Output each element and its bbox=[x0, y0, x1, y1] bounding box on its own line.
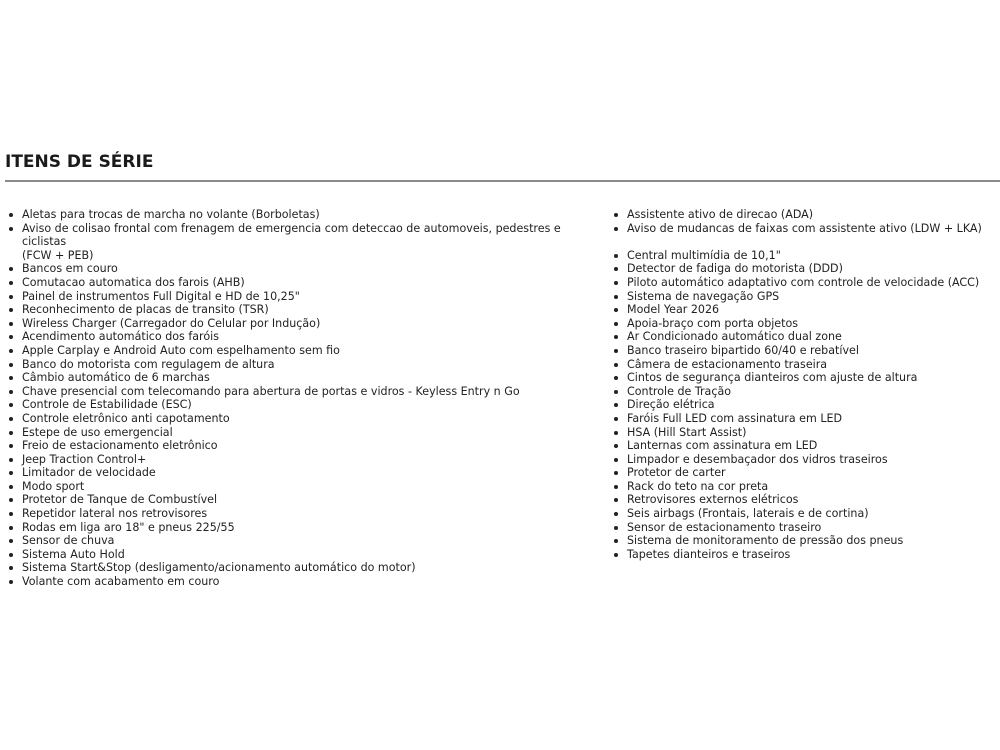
list-item: Chave presencial com telecomando para abertura de portas e vidros - Keyless Entry n Go bbox=[22, 385, 607, 399]
list-item: Sistema de monitoramento de pressão dos pneus bbox=[627, 534, 997, 548]
list-item: Volante com acabamento em couro bbox=[22, 575, 607, 589]
list-item: Controle de Tração bbox=[627, 385, 997, 399]
features-list-left bbox=[22, 208, 607, 589]
list-item: Câmbio automático de 6 marchas bbox=[22, 371, 607, 385]
list-item: Protetor de carter bbox=[627, 466, 997, 480]
list-item: Banco do motorista com regulagem de altura bbox=[22, 358, 607, 372]
list-item: Aletas para trocas de marcha no volante (Borboletas) bbox=[22, 208, 607, 222]
list-item: Faróis Full LED com assinatura em LED bbox=[627, 412, 997, 426]
list-item: Assistente ativo de direcao (ADA) bbox=[627, 208, 997, 222]
list-item: Central multimídia de 10,1" bbox=[627, 249, 997, 263]
list-item: Controle de Estabilidade (ESC) bbox=[22, 398, 607, 412]
list-item: Jeep Traction Control+ bbox=[22, 453, 607, 467]
list-item: Retrovisores externos elétricos bbox=[627, 493, 997, 507]
list-item: Comutacao automatica dos farois (AHB) bbox=[22, 276, 607, 290]
list-item: Painel de instrumentos Full Digital e HD de 10,25" bbox=[22, 290, 607, 304]
list-item: Model Year 2026 bbox=[627, 303, 997, 317]
list-item: Modo sport bbox=[22, 480, 607, 494]
list-item: Sistema Start&Stop (desligamento/acionamento automático do motor) bbox=[22, 561, 607, 575]
list-item: Lanternas com assinatura em LED bbox=[627, 439, 997, 453]
list-item: Apoia-braço com porta objetos bbox=[627, 317, 997, 331]
list-item: Direção elétrica bbox=[627, 398, 997, 412]
list-item: Repetidor lateral nos retrovisores bbox=[22, 507, 607, 521]
list-item-continuation: (FCW + PEB) bbox=[22, 248, 94, 262]
list-item: Seis airbags (Frontais, laterais e de cortina) bbox=[627, 507, 997, 521]
list-item: Banco traseiro bipartido 60/40 e rebatível bbox=[627, 344, 997, 358]
section-title: ITENS DE SÉRIE bbox=[5, 152, 154, 172]
list-item: Detector de fadiga do motorista (DDD) bbox=[627, 262, 997, 276]
list-item: HSA (Hill Start Assist) bbox=[627, 426, 997, 440]
list-item: Apple Carplay e Android Auto com espelhamento sem fio bbox=[22, 344, 607, 358]
list-item: Rack do teto na cor preta bbox=[627, 480, 997, 494]
list-item: Protetor de Tanque de Combustível bbox=[22, 493, 607, 507]
list-item: Ar Condicionado automático dual zone bbox=[627, 330, 997, 344]
list-item: Rodas em liga aro 18" e pneus 225/55 bbox=[22, 521, 607, 535]
list-item: Controle eletrônico anti capotamento bbox=[22, 412, 607, 426]
section-divider bbox=[5, 180, 1000, 182]
list-item: Câmera de estacionamento traseira bbox=[627, 358, 997, 372]
list-item: Wireless Charger (Carregador do Celular por Indução) bbox=[22, 317, 607, 331]
list-item: Aviso de mudancas de faixas com assistente ativo (LDW + LKA) bbox=[627, 222, 997, 236]
list-spacer bbox=[627, 235, 997, 249]
list-item: Cintos de segurança dianteiros com ajuste de altura bbox=[627, 371, 997, 385]
list-item: Limpador e desembaçador dos vidros traseiros bbox=[627, 453, 997, 467]
list-item: Tapetes dianteiros e traseiros bbox=[627, 548, 997, 562]
list-item: Bancos em couro bbox=[22, 262, 607, 276]
list-item: Reconhecimento de placas de transito (TSR) bbox=[22, 303, 607, 317]
list-item: Sistema Auto Hold bbox=[22, 548, 607, 562]
list-item: Limitador de velocidade bbox=[22, 466, 607, 480]
list-item: Aviso de colisao frontal com frenagem de emergencia com deteccao de automoveis, pedestres e ciclistas bbox=[22, 222, 607, 249]
list-item: Sensor de chuva bbox=[22, 534, 607, 548]
list-item: Freio de estacionamento eletrônico bbox=[22, 439, 607, 453]
list-item: Estepe de uso emergencial bbox=[22, 426, 607, 440]
list-item: Piloto automático adaptativo com controle de velocidade (ACC) bbox=[627, 276, 997, 290]
features-list-right bbox=[627, 208, 997, 561]
list-item: Acendimento automático dos faróis bbox=[22, 330, 607, 344]
list-item: Sensor de estacionamento traseiro bbox=[627, 521, 997, 535]
list-item: Sistema de navegação GPS bbox=[627, 290, 997, 304]
